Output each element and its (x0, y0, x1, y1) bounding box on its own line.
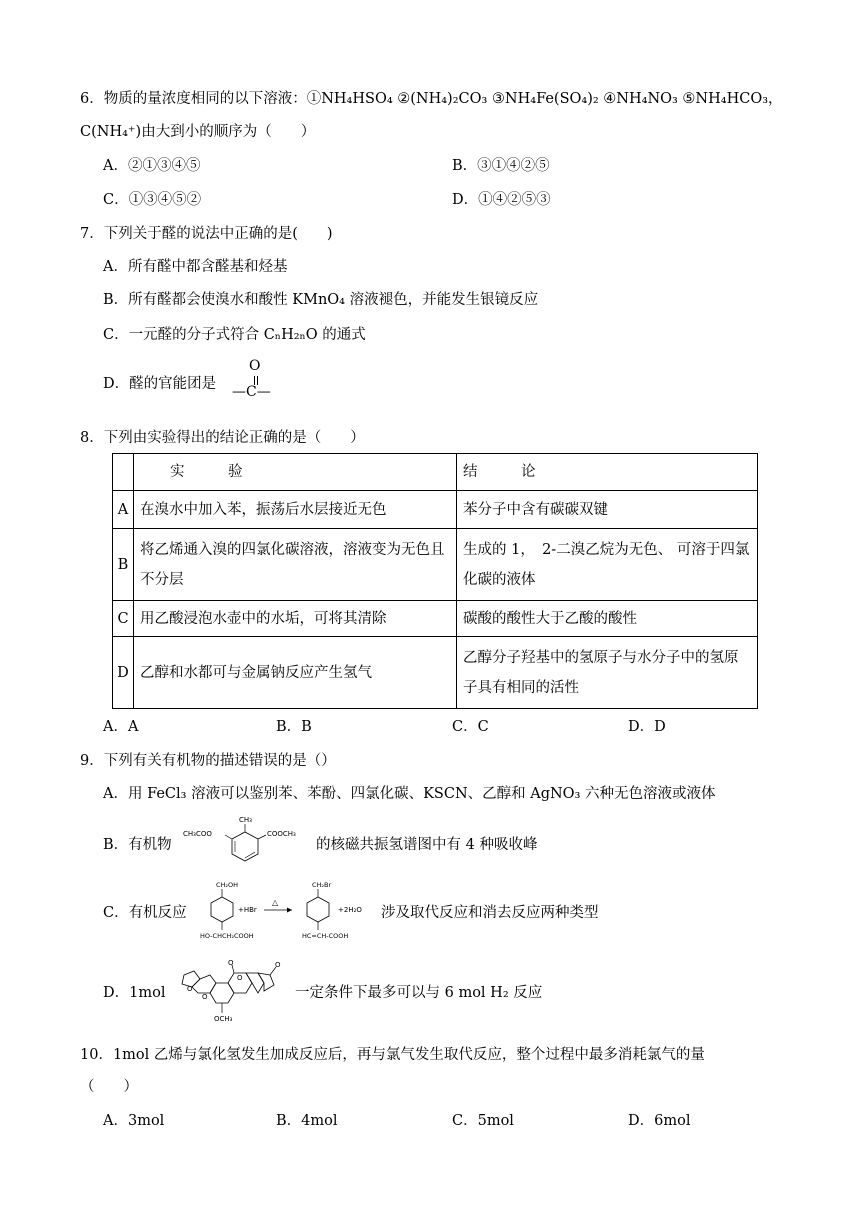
q9-option-b-post: 的核磁共振氢谱图中有 4 种吸收峰 (316, 837, 538, 853)
row-experiment: 在溴水中加入苯，振荡后水层接近无色 (134, 491, 457, 529)
table-row (113, 529, 758, 601)
q10-option-b: B．4mol (276, 1113, 338, 1129)
q7-option-c: C．一元醛的分子式符合 CₙH₂ₙO 的通式 (103, 327, 366, 343)
q7-option-a: A．所有醛中都含醛基和烃基 (103, 259, 288, 275)
mol-d-o4: O (228, 959, 234, 967)
mol-d-o2: O (202, 993, 208, 1001)
q8-option-a: A．A (103, 719, 139, 735)
q9-option-b-pre: B．有机物 (103, 837, 172, 853)
mol-d-o5: O (275, 961, 281, 969)
row-label: D (113, 637, 134, 709)
table-header-row (113, 454, 758, 491)
mol-c-p-top: CH₂Br (312, 881, 332, 889)
header-experiment: 实 验 (134, 454, 457, 491)
carbonyl-o: O (249, 358, 261, 374)
q9-option-d-pre: D．1mol (103, 985, 166, 1001)
table-row (113, 601, 758, 637)
q8-option-c: C．C (452, 719, 489, 735)
mol-c-r1-top: CH₂OH (216, 881, 239, 889)
q6-option-c: C．①③④⑤② (103, 192, 202, 208)
carbonyl-structure (232, 358, 282, 410)
mol-b-top: CH₃ (239, 816, 252, 824)
q9-c-reaction (198, 875, 376, 947)
q7-option-b: B．所有醛都会使溴水和酸性 KMnO₄ 溶液褪色，并能发生银镜反应 (103, 292, 539, 308)
q8-option-d: D．D (628, 719, 666, 735)
q9-stem: 9．下列有关有机物的描述错误的是（） (80, 753, 336, 769)
q10-option-d: D．6mol (628, 1113, 691, 1129)
q10-option-c: C．5mol (452, 1113, 514, 1129)
row-conclusion: 苯分子中含有碳碳双键 (457, 491, 758, 529)
mol-d-o1: O (187, 985, 193, 993)
table-row (113, 491, 758, 529)
mol-d-ome: OCH₃ (214, 1015, 233, 1023)
q9-option-c-pre: C．有机反应 (103, 905, 187, 921)
q8-stem: 8．下列由实验得出的结论正确的是（ ） (80, 430, 365, 446)
row-label: B (113, 529, 134, 601)
q9-b-molecule (183, 812, 311, 874)
q6-option-b: B．③①④②⑤ (452, 158, 550, 174)
table-row (113, 637, 758, 709)
q9-option-c-post: 涉及取代反应和消去反应两种类型 (381, 905, 599, 921)
row-experiment: 用乙酸浸泡水壶中的水垢，可将其清除 (134, 601, 457, 637)
mol-c-hbr: +HBr (238, 906, 257, 914)
q6-option-d: D．①④②⑤③ (452, 192, 551, 208)
q7-option-d: D．醛的官能团是 (103, 376, 217, 392)
q9-option-a: A．用 FeCl₃ 溶液可以鉴别苯、苯酚、四氯化碳、KSCN、乙醇和 AgNO₃ 六种无色溶液或液体 (103, 786, 716, 802)
experiment-table (112, 453, 758, 709)
header-conclusion: 结 论 (457, 454, 758, 491)
row-label: A (113, 491, 134, 529)
row-label: C (113, 601, 134, 637)
mol-d-o3: O (237, 974, 243, 982)
q10-option-a: A．3mol (103, 1113, 165, 1129)
mol-c-water: +2H₂O (338, 906, 362, 914)
mol-c-r1-bottom: HO-CHCH₂COOH (200, 932, 254, 940)
mol-c-p-bottom: HC=CH-COOH (302, 932, 349, 940)
mol-b-right: COOCH₃ (267, 830, 296, 838)
q8-option-b: B．B (276, 719, 312, 735)
row-experiment: 乙醇和水都可与金属钠反应产生氢气 (134, 637, 457, 709)
q6-stem-line2: C(NH₄⁺)由大到小的顺序为（ ） (80, 124, 316, 140)
q9-option-d-post: 一定条件下最多可以与 6 mol H₂ 反应 (295, 985, 543, 1001)
row-experiment: 将乙烯通入溴的四氯化碳溶液，溶液变为无色且不分层 (134, 529, 457, 601)
carbonyl-c: —C— (232, 384, 271, 400)
q7-stem: 7．下列关于醛的说法中正确的是( ) (80, 226, 333, 242)
mol-c-heat: △ (272, 898, 279, 907)
row-conclusion: 乙醇分子羟基中的氢原子与水分子中的氢原子具有相同的活性 (457, 637, 758, 709)
q10-stem-line2: （ ） (80, 1079, 138, 1095)
q9-d-molecule (172, 957, 292, 1029)
q6-stem-line1: 6．物质的量浓度相同的以下溶液：①NH₄HSO₄ ②(NH₄)₂CO₃ ③NH₄Fe(SO₄)₂ ④NH₄NO₃ ⑤NH₄HCO₃， (80, 91, 783, 107)
q10-stem-line1: 10．1mol 乙烯与氯化氢发生加成反应后，再与氯气发生取代反应，整个过程中最多消耗氯气的量 (80, 1047, 705, 1063)
mol-b-left: CH₃COO (183, 830, 212, 838)
q6-option-a: A．②①③④⑤ (103, 158, 201, 174)
row-conclusion: 生成的 1， 2-二溴乙烷为无色、 可溶于四氯化碳的液体 (457, 529, 758, 601)
row-conclusion: 碳酸的酸性大于乙酸的酸性 (457, 601, 758, 637)
